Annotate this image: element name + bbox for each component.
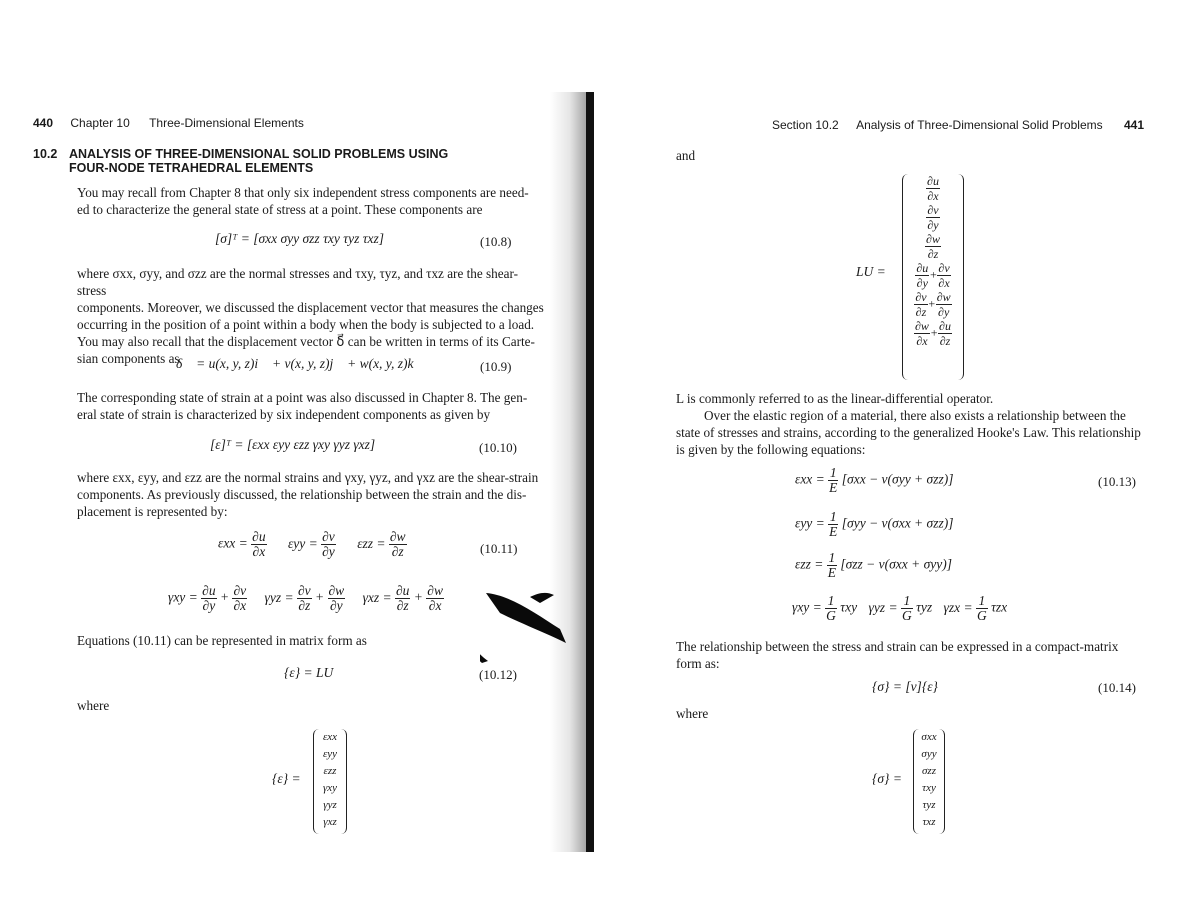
- text-line: state of stresses and strains, according to the generalized Hooke's Law. This relationship: [676, 425, 1141, 440]
- text-line: occurring in the position of a point within a body when the body is subjected to a load.: [77, 317, 535, 332]
- text-line: You may recall from Chapter 8 that only six independent stress components are need-: [77, 185, 529, 200]
- denominator: ∂y: [202, 598, 216, 613]
- numerator: ∂v: [915, 290, 927, 304]
- text-line: where σxx, σyy, and σzz are the normal stresses and τxy, τyz, and τxz are the shear-stress: [77, 266, 518, 298]
- eq-10-11-row2: [168, 584, 444, 613]
- eq-rhs: [σyy − ν(σxx + σzz)]: [841, 515, 954, 531]
- plus-sign: +: [927, 296, 936, 311]
- numerator: ∂u: [916, 261, 929, 275]
- text-line: eral state of strain is characterized by six independent components as given by: [77, 407, 491, 422]
- section-title-line1: ANALYSIS OF THREE-DIMENSIONAL SOLID PROBLEMS USING: [69, 147, 449, 161]
- numerator: ∂v: [927, 203, 939, 217]
- strain-vector: [313, 729, 347, 834]
- text-line: components. Moreover, we discussed the displacement vector that measures the changes: [77, 300, 544, 315]
- denominator: ∂y: [938, 305, 950, 319]
- numerator: ∂u: [939, 319, 951, 333]
- numerator: ∂w: [915, 319, 929, 333]
- vector-item: εzz: [323, 765, 337, 777]
- denominator: ∂z: [396, 598, 409, 613]
- vector-item: γxy: [322, 782, 338, 794]
- denominator: ∂x: [252, 544, 266, 559]
- fraction: [395, 584, 410, 613]
- numerator: 1: [976, 594, 988, 609]
- eq-lhs: γyz =: [264, 589, 294, 605]
- text-line: sian components as: [77, 351, 180, 366]
- left-where: where: [77, 698, 110, 713]
- vector-item: γyz: [323, 799, 337, 811]
- fraction: [914, 319, 930, 348]
- denominator: ∂y: [927, 218, 939, 232]
- eq-rhs: τzx: [991, 599, 1008, 615]
- page-number: 440: [33, 116, 54, 130]
- vector-item: τxz: [922, 816, 936, 828]
- numerator: ∂w: [427, 583, 443, 598]
- numerator: ∂u: [252, 529, 266, 544]
- numerator: ∂w: [328, 583, 345, 598]
- denominator: ∂x: [916, 334, 928, 348]
- text-line: The relationship between the stress and strain can be expressed in a compact-matrix: [676, 639, 1119, 654]
- hand-shadow: [480, 585, 570, 665]
- fraction: [828, 466, 838, 495]
- vector-item: γxz: [323, 816, 337, 828]
- fraction: [936, 290, 952, 319]
- section-number: 10.2: [33, 147, 58, 161]
- eq-rhs: [σxx − ν(σyy + σzz)]: [841, 471, 954, 487]
- fraction: [232, 584, 247, 613]
- text-line: The corresponding state of strain at a point was also discussed in Chapter 8. The gen-: [77, 390, 528, 405]
- lu-lhs: LU =: [856, 264, 886, 279]
- left-para-3: [77, 389, 547, 423]
- numerator: ∂w: [936, 290, 951, 304]
- numerator: 1: [901, 594, 913, 609]
- fraction: [937, 261, 950, 290]
- fraction: [251, 530, 266, 559]
- stress-vector-lhs: {σ} =: [872, 771, 902, 786]
- eq-rhs: [σzz − ν(σxx + σyy)]: [840, 556, 952, 572]
- fraction: [328, 584, 346, 613]
- eq-10-8: [σ]ᵀ = [σxx σyy σzz τxy τyz τxz]: [215, 231, 385, 246]
- eq-label-10-12: (10.12): [479, 667, 517, 682]
- strain-vector-lhs: {ε} =: [272, 771, 301, 786]
- binding-shadow: [550, 92, 586, 852]
- binding-gutter: [586, 92, 594, 852]
- denominator: ∂x: [233, 598, 247, 613]
- chapter-label: Chapter 10: [70, 116, 130, 130]
- page-number: 441: [1123, 118, 1144, 132]
- fraction: [321, 530, 336, 559]
- eq-lhs: γyz =: [868, 599, 898, 615]
- plus-sign: +: [219, 589, 230, 605]
- denominator: G: [976, 608, 987, 623]
- fraction: [389, 530, 407, 559]
- denominator: ∂z: [927, 247, 939, 261]
- numerator: 1: [829, 509, 837, 524]
- numerator: ∂u: [396, 583, 410, 598]
- right-header: [772, 118, 1144, 132]
- text-line: form as:: [676, 656, 720, 671]
- lu-row: [903, 174, 963, 203]
- denominator: G: [826, 608, 836, 623]
- right-where: where: [676, 706, 709, 721]
- section-heading: [33, 147, 449, 175]
- lu-row: [903, 319, 963, 348]
- denominator: ∂z: [391, 544, 404, 559]
- fraction: [925, 232, 941, 261]
- plus-sign: +: [413, 589, 423, 605]
- eq-lhs: γxy =: [168, 589, 198, 605]
- eq-lhs: γzx =: [943, 599, 973, 615]
- numerator: ∂u: [927, 174, 939, 188]
- eq-10-11-row1: [218, 530, 407, 559]
- fraction: [976, 594, 988, 623]
- left-para-5: Equations (10.11) can be represented in matrix form as: [77, 633, 367, 648]
- eq-10-14: {σ} = [ν]{ε}: [872, 679, 938, 694]
- eq-lhs: εzz =: [795, 556, 824, 572]
- section-running-title: Analysis of Three-Dimensional Solid Problems: [856, 118, 1103, 132]
- eq-10-10: [ε]ᵀ = [εxx εyy εzz γxy γyz γxz]: [210, 437, 376, 452]
- fraction: [426, 584, 444, 613]
- section-title-line2: FOUR-NODE TETRAHEDRAL ELEMENTS: [69, 161, 314, 175]
- text-line: L is commonly referred to as the linear-differential operator.: [676, 391, 994, 406]
- eq-lhs: γxz =: [362, 589, 392, 605]
- left-para-1: [77, 184, 545, 218]
- plus-sign: +: [929, 267, 938, 282]
- lu-row: [903, 232, 963, 261]
- fraction: [926, 203, 939, 232]
- vector-item: σxx: [921, 731, 937, 743]
- right-para-3: [676, 638, 1146, 672]
- right-and: and: [676, 148, 696, 163]
- eq-label-10-11: (10.11): [480, 541, 518, 556]
- text-line: where εxx, εyy, and εzz are the normal strains and γxy, γyz, and γxz are the shear-strain: [77, 470, 539, 485]
- text-line: Over the elastic region of a material, there also exists a relationship between the: [704, 408, 1126, 423]
- eq-label-10-9: (10.9): [480, 359, 512, 374]
- numerator: ∂v: [322, 529, 335, 544]
- fraction: [915, 261, 929, 290]
- left-header: [33, 116, 304, 130]
- numerator: ∂v: [938, 261, 950, 275]
- fraction: [901, 594, 913, 623]
- eq-lhs: εzz =: [357, 535, 386, 551]
- right-para-1: [676, 390, 1146, 458]
- chapter-title: Three-Dimensional Elements: [149, 116, 304, 130]
- left-para-2: [77, 265, 547, 367]
- vector-item: σzz: [922, 765, 936, 777]
- eq-lhs: εyy =: [287, 535, 318, 551]
- lu-row: [903, 261, 963, 290]
- fraction: [828, 510, 838, 539]
- numerator: ∂w: [926, 232, 940, 246]
- eq-lhs: γxy =: [792, 599, 822, 615]
- eq-10-13-eyy: [795, 510, 953, 539]
- lu-row: [903, 290, 963, 319]
- eq-label-10-14: (10.14): [1098, 680, 1136, 695]
- eq-lhs: εxx =: [795, 471, 825, 487]
- numerator: ∂w: [389, 529, 406, 544]
- vector-item: εyy: [322, 748, 338, 760]
- eq-10-9: δ⃗ = u(x, y, z)i⃗ + v(x, y, z)j⃗ + w(x, y, z)k⃗: [176, 356, 425, 371]
- numerator: 1: [825, 594, 837, 609]
- eq-rhs: τxy: [840, 599, 858, 615]
- fraction: [926, 174, 940, 203]
- fraction: [201, 584, 216, 613]
- numerator: ∂u: [202, 583, 216, 598]
- denominator: E: [829, 524, 838, 539]
- plus-sign: +: [929, 325, 939, 340]
- eq-label-10-13: (10.13): [1098, 474, 1136, 489]
- text-line: is given by the following equations:: [676, 442, 866, 457]
- eq-label-10-10: (10.10): [479, 440, 517, 455]
- denominator: ∂z: [298, 598, 311, 613]
- denominator: E: [827, 565, 836, 580]
- lu-row: [903, 203, 963, 232]
- left-para-4: [77, 469, 547, 520]
- eq-10-12: {ε} = LU: [284, 665, 334, 680]
- eq-10-13-shear: [792, 594, 1007, 623]
- text-line: placement is represented by:: [77, 504, 228, 519]
- fraction: [825, 594, 837, 623]
- text-line: You may also recall that the displacement vector δ⃗ can be written in terms of its Carte-: [77, 334, 535, 349]
- text-line: ed to characterize the general state of stress at a point. These components are: [77, 202, 483, 217]
- vector-item: τyz: [922, 799, 936, 811]
- denominator: ∂x: [938, 276, 950, 290]
- eq-rhs: τyz: [916, 599, 933, 615]
- fraction: [938, 319, 952, 348]
- plus-sign: +: [315, 589, 325, 605]
- eq-label-10-8: (10.8): [480, 234, 512, 249]
- numerator: 1: [828, 550, 836, 565]
- denominator: G: [901, 608, 912, 623]
- stress-vector: [913, 729, 945, 834]
- lu-vector: [902, 174, 964, 380]
- vector-item: τxy: [922, 782, 936, 794]
- denominator: ∂z: [915, 305, 927, 319]
- denominator: ∂y: [916, 276, 928, 290]
- denominator: ∂x: [927, 189, 939, 203]
- numerator: 1: [829, 465, 837, 480]
- numerator: ∂v: [233, 583, 247, 598]
- numerator: ∂v: [297, 583, 311, 598]
- vector-item: σyy: [921, 748, 937, 760]
- fraction: [827, 551, 837, 580]
- eq-lhs: εxx =: [218, 535, 248, 551]
- text-line: components. As previously discussed, the relationship between the strain and the dis-: [77, 487, 527, 502]
- denominator: ∂y: [322, 544, 335, 559]
- fraction: [297, 584, 312, 613]
- eq-10-13-exx: [795, 466, 953, 495]
- denominator: E: [829, 480, 838, 495]
- section-label: Section 10.2: [772, 118, 839, 132]
- denominator: ∂y: [330, 598, 343, 613]
- fraction: [914, 290, 927, 319]
- eq-lhs: εyy =: [795, 515, 825, 531]
- denominator: ∂x: [428, 598, 442, 613]
- denominator: ∂z: [939, 334, 951, 348]
- vector-item: εxx: [322, 731, 338, 743]
- eq-10-13-ezz: [795, 551, 952, 580]
